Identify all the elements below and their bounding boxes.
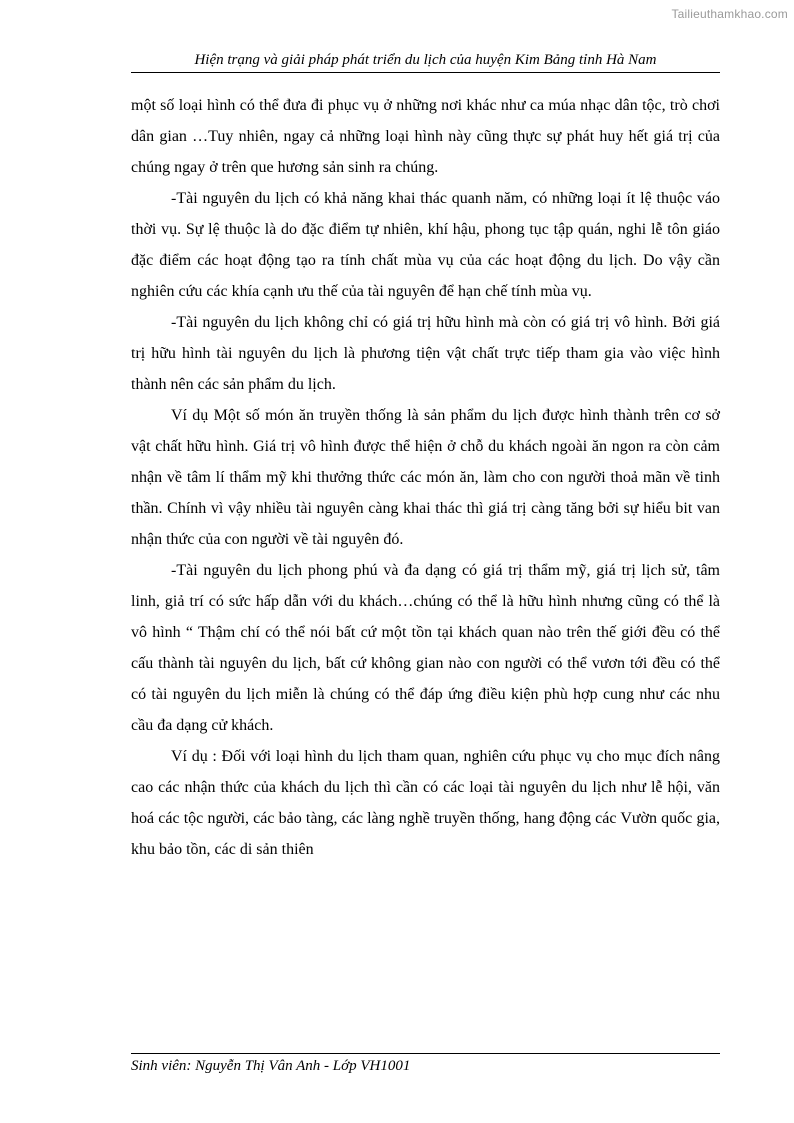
paragraph-5: -Tài nguyên du lịch phong phú và đa dạng có giá trị thẩm mỹ, giá trị lịch sử, tâm linh, giả trí có sức hấp dẫn với du khách…chúng có thể là hữu hình nhưng cũng có thể là vô hình “ Thậm chí có thể nói bất cứ một tồn tại khách quan nào trên thế giới đều có thể cấu thành tài nguyên du lịch, bất cứ không gian nào con người có thể vươn tới đều có thể có tài nguyên du lịch miễn là chúng có thể đáp ứng điều kiện phù hợp cung như các nhu cầu đa dạng cử khách. <box>131 562 720 734</box>
paragraph-4: Ví dụ Một số món ăn truyền thống là sản phẩm du lịch được hình thành trên cơ sở vật chất hữu hình. Giá trị vô hình được thể hiện ở chỗ du khách ngoài ăn ngon ra còn cảm nhận về tâm lí thẩm mỹ khi thưởng thức các món ăn, làm cho con người thoả mãn về tinh thần. Chính vì vậy nhiều tài nguyên càng khai thác thì giá trị càng tăng bởi sự hiểu bit van nhận thức của con người về tài nguyên đó. <box>131 407 720 548</box>
header-divider <box>131 72 720 73</box>
paragraph-3: -Tài nguyên du lịch không chỉ có giá trị hữu hình mà còn có giá trị vô hình. Bởi giá trị hữu hình tài nguyên du lịch là phương tiện vật chất trực tiếp tham gia vào việc hình thành nên các sản phẩm du lịch. <box>131 314 720 393</box>
footer-divider <box>131 1053 720 1054</box>
watermark-text: Tailieuthamkhao.com <box>671 7 788 21</box>
paragraph-1: một số loại hình có thể đưa đi phục vụ ở những nơi khác như ca múa nhạc dân tộc, trò chơi dân gian …Tuy nhiên, ngay cả những loại hình này cũng thực sự phát huy hết giá trị của chúng ngay ở trên que hương sản sinh ra chúng. <box>131 97 720 176</box>
page-header-title: Hiện trạng và giải pháp phát triển du lịch của huyện Kim Bảng tỉnh Hà Nam <box>194 52 657 68</box>
document-body <box>131 90 720 865</box>
page-footer: Sinh viên: Nguyễn Thị Vân Anh - Lớp VH1001 <box>131 1058 411 1074</box>
paragraph-2: -Tài nguyên du lịch có khả năng khai thác quanh năm, có những loại ít lệ thuộc váo thời vụ. Sự lệ thuộc là do đặc điểm tự nhiên, khí hậu, phong tục tập quán, nghi lễ tôn giáo đặc điểm các hoạt động tạo ra tính chất mùa vụ của các hoạt động du lịch. Do vậy cần nghiên cứu các khía cạnh ưu thế của tài nguyên để hạn chế tính mùa vụ. <box>131 190 720 300</box>
paragraph-6: Ví dụ : Đối với loại hình du lịch tham quan, nghiên cứu phục vụ cho mục đích nâng cao các nhận thức của khách du lịch thì cần có các loại tài nguyên du lịch như lễ hội, văn hoá các tộc người, các bảo tàng, các làng nghề truyền thống, hang động các Vườn quốc gia, khu bảo tồn, các di sản thiên <box>131 748 720 858</box>
